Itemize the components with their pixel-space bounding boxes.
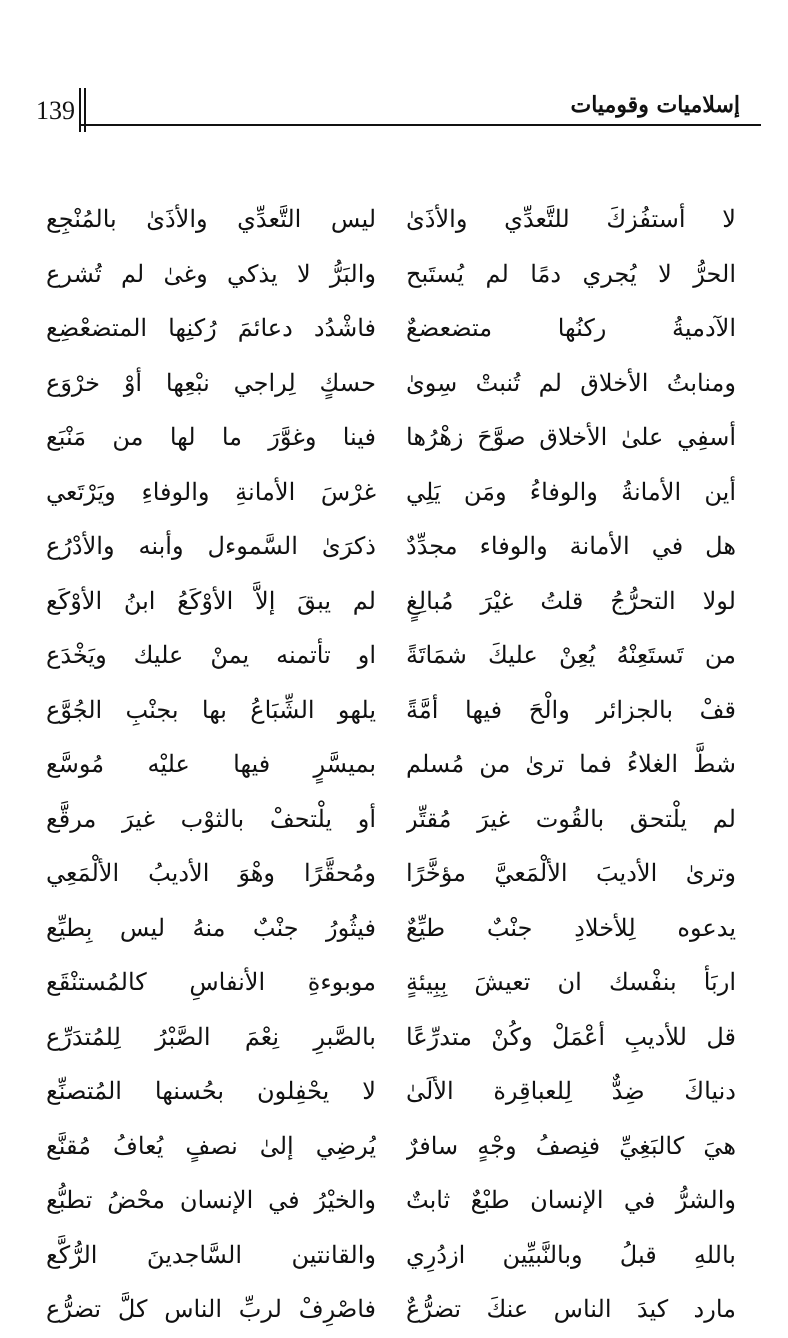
running-title: إسلاميات وقوميات xyxy=(570,92,740,118)
verse-line xyxy=(0,1119,788,1174)
second-hemistich: فاصْرِفْ لربِّ الناس كلَّ تضرُّع xyxy=(46,1295,376,1323)
second-hemistich: يُرضِي إلىٰ نصفٍ يُعافُ مُقنَّع xyxy=(46,1131,376,1160)
first-hemistich: ومنابتُ الأخلاق لم تُنبتْ سِوىٰ xyxy=(406,368,736,397)
first-hemistich: قل للأديبِ أعْمَلْ وكُنْ متدرِّعًا xyxy=(406,1022,736,1051)
header-horizontal-rule xyxy=(79,124,761,126)
second-hemistich: موبوءةِ الأنفاسِ كالمُستنْقَع xyxy=(46,968,376,996)
verse-line xyxy=(0,792,788,847)
second-hemistich: ومُحقَّرًا وهْوَ الأديبُ الألْمَعِي xyxy=(46,859,376,887)
first-hemistich: لولا التحرُّجُ قلتُ غيْرَ مُبالِغٍ xyxy=(406,586,736,615)
first-hemistich: اربَأ بنفْسك ان تعيشَ بِبِيئةٍ xyxy=(406,968,736,996)
verse-line xyxy=(0,356,788,411)
poem xyxy=(0,192,788,1337)
verse-line xyxy=(0,1173,788,1228)
second-hemistich: والقانتين السَّاجدينَ الرُّكَّع xyxy=(46,1240,376,1269)
verse-line xyxy=(0,846,788,901)
first-hemistich: هل في الأمانة والوفاء مجدِّدٌ xyxy=(406,532,736,560)
second-hemistich: بميسَّرٍ فيها عليْه مُوسَّع xyxy=(46,750,376,778)
first-hemistich: أسفِي علىٰ الأخلاق صوَّحَ زهْرُها xyxy=(406,423,736,451)
second-hemistich: لم يبقَ إلاَّ الأوْكَعُ ابنُ الأوْكَع xyxy=(46,586,376,615)
second-hemistich: حسكٍ لِراجي نبْعِها أوْ خرْوَع xyxy=(46,368,376,397)
second-hemistich: ذكرَىٰ السَّموءل وأبنه والأدْرُع xyxy=(46,532,376,560)
page-header xyxy=(0,0,788,135)
verse-line xyxy=(0,955,788,1010)
page-number: 139 xyxy=(36,96,75,125)
first-hemistich: قفْ بالجزائر والْحَ فيها أمَّةً xyxy=(406,695,736,724)
first-hemistich: شطَّ الغلاءُ فما ترىٰ من مُسلم xyxy=(406,750,736,778)
verse-line xyxy=(0,301,788,356)
verse-line xyxy=(0,574,788,629)
verse-line xyxy=(0,628,788,683)
second-hemistich: غرْسَ الأمانةِ والوفاءِ ويَرْتَعي xyxy=(46,477,376,506)
first-hemistich: من تَستَعِنْهُ يُعِنْ عليكَ شمَاتَةً xyxy=(406,641,736,669)
second-hemistich: فينا وغوَّرَ ما لها من مَنْبَع xyxy=(46,423,376,451)
first-hemistich: لا أستفُزكَ للتَّعدِّي والأذَىٰ xyxy=(406,205,736,233)
verse-line xyxy=(0,1282,788,1337)
verse-line xyxy=(0,1010,788,1065)
first-hemistich: باللهِ قبلُ وبالنَّبيِّين ازدُرِي xyxy=(406,1240,736,1269)
second-hemistich: أو يلْتحفْ بالثوْب غيرَ مرقَّع xyxy=(46,804,376,833)
verse-line xyxy=(0,247,788,302)
second-hemistich: ليس التَّعدِّي والأذَىٰ بالمُنْجِع xyxy=(46,205,376,233)
first-hemistich: وترىٰ الأديبَ الألْمَعيَّ مؤخَّرًا xyxy=(406,859,736,887)
first-hemistich: أين الأمانةُ والوفاءُ ومَن يَلِي xyxy=(406,477,736,506)
second-hemistich: لا يحْفِلون بحُسنها المُتصنِّع xyxy=(46,1077,376,1105)
first-hemistich: والشرُّ في الإنسان طبْعٌ ثابتٌ xyxy=(406,1186,736,1214)
verse-line xyxy=(0,1064,788,1119)
second-hemistich: او تأتمنه يمنْ عليك ويَخْدَع xyxy=(46,641,376,669)
second-hemistich: يلهو الشِّبَاعُ بها بجنْبِ الجُوَّع xyxy=(46,695,376,724)
first-hemistich: هيَ كالبَغِيِّ فنِصفُ وجْهٍ سافرٌ xyxy=(406,1131,736,1160)
second-hemistich: فيثُورُ جنْبٌ منهُ ليس بِطيِّع xyxy=(46,913,376,942)
second-hemistich: بالصَّبرِ نِعْمَ الصَّبْرُ لِلمُتدَرِّع xyxy=(46,1022,376,1051)
verse-line xyxy=(0,519,788,574)
first-hemistich: لم يلْتحق بالقُوت غيرَ مُقتِّر xyxy=(406,804,736,833)
first-hemistich: الحرُّ لا يُجري دمًا لم يُستَبح xyxy=(406,259,736,288)
first-hemistich: مارد كيدَ الناس عنكَ تضرُّعٌ xyxy=(406,1295,736,1323)
second-hemistich: فاشْدُد دعائمَ رُكنِها المتضعْضِع xyxy=(46,314,376,342)
verse-line xyxy=(0,1228,788,1283)
second-hemistich: والخيْرُ في الإنسان محْضُ تطبُّع xyxy=(46,1186,376,1214)
first-hemistich: الآدميةُ ركنُها متضعضعٌ xyxy=(406,314,736,342)
first-hemistich: يدعوه لِلأخلادِ جنْبٌ طيِّعٌ xyxy=(406,913,736,942)
first-hemistich: دنياكَ ضِدٌّ لِلعباقِرة الألَىٰ xyxy=(406,1077,736,1105)
verse-line xyxy=(0,737,788,792)
verse-line xyxy=(0,465,788,520)
second-hemistich: والبَرُّ لا يذكي وغىٰ لم تُشرع xyxy=(46,259,376,288)
verse-line xyxy=(0,901,788,956)
verse-line xyxy=(0,410,788,465)
verse-line xyxy=(0,683,788,738)
verse-line xyxy=(0,192,788,247)
